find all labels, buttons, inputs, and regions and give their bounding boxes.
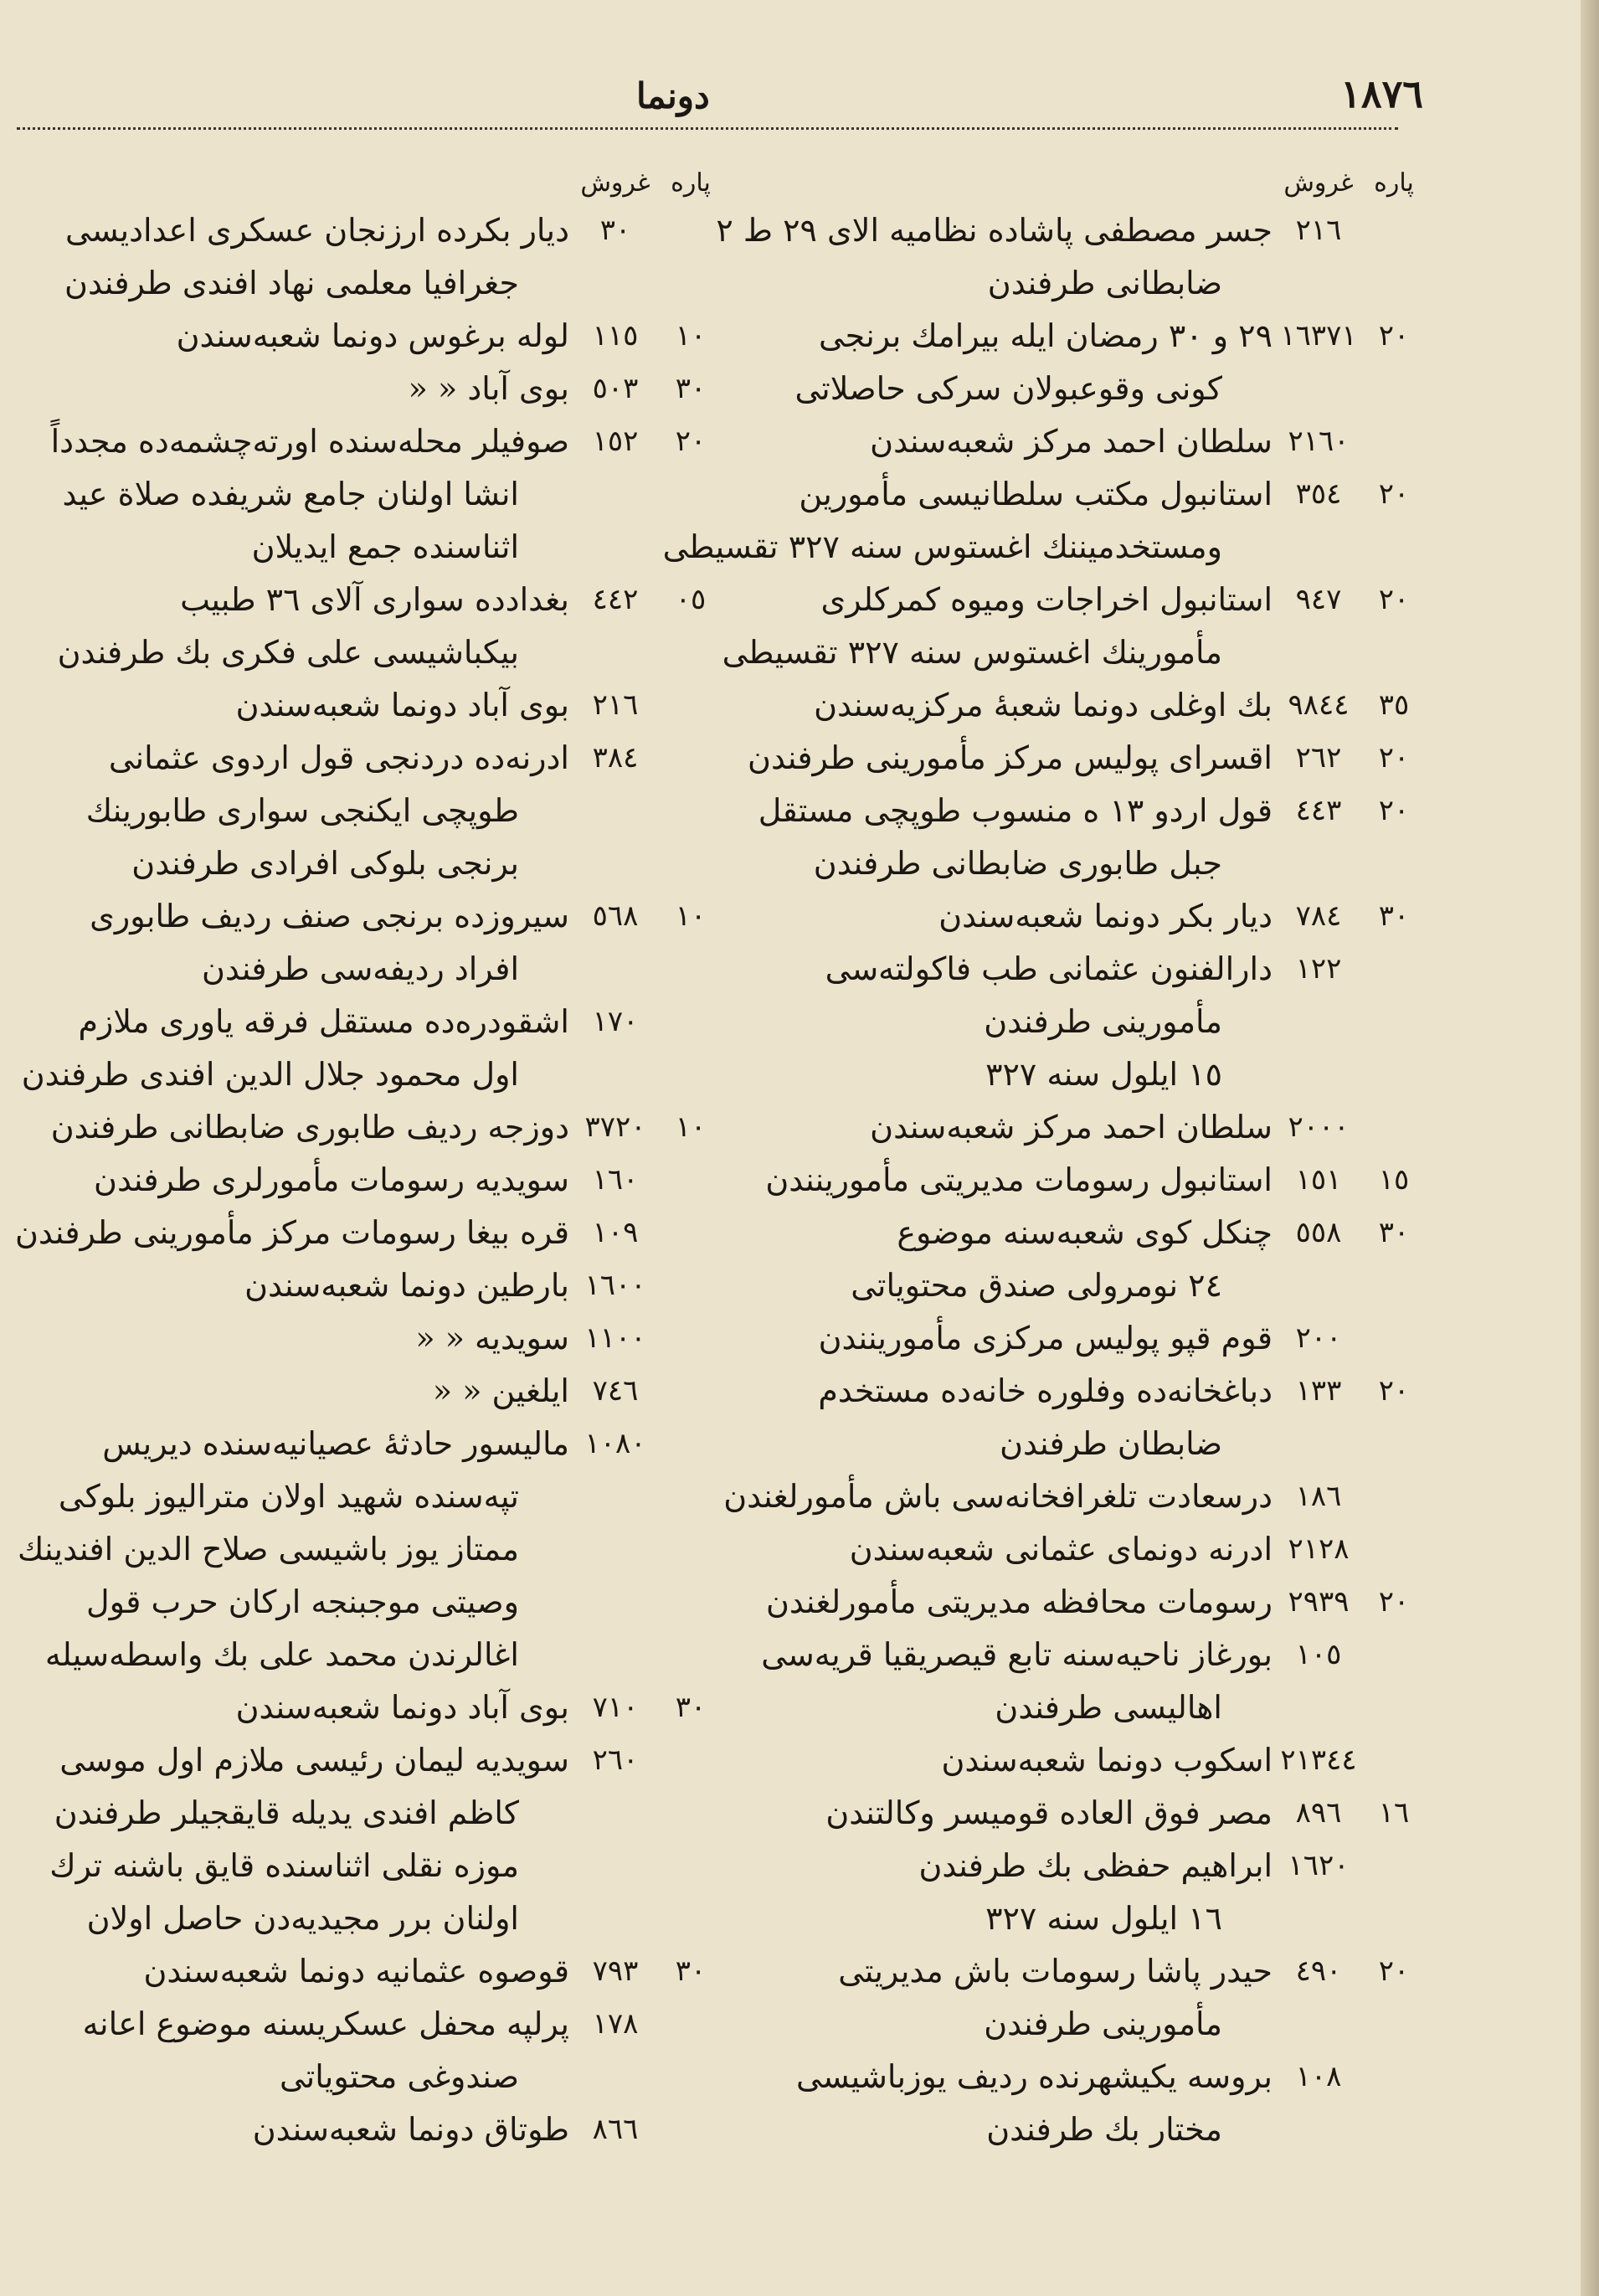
entry-description — [728, 679, 1273, 732]
entry-description — [728, 1576, 1273, 1629]
kurus-amount: ٤٤٣ — [1295, 794, 1342, 827]
kurus-amount: ٢٠٠٠ — [1288, 1110, 1350, 1144]
entry-description — [25, 2103, 569, 2156]
description-line: اسکوب دونما شعبه‌سندن — [941, 1742, 1273, 1779]
para-amount — [661, 1734, 720, 1787]
description-line: اقسرای پولیس مرکز مأمورینی طرفندن — [748, 739, 1273, 776]
para-amount — [661, 1207, 720, 1259]
para-amount — [1365, 2051, 1423, 2103]
entry-description — [25, 679, 569, 732]
description-line: بوی آباد دونما شعبه‌سندن — [235, 687, 569, 723]
ledger-entry — [25, 204, 720, 310]
description-line: کونی وقوعبولان سرکی حاصلاتی — [794, 370, 1222, 407]
kurus-amount: ١٥٢ — [592, 425, 639, 458]
kurus-amount: ٢١٦ — [1295, 214, 1342, 247]
kurus-amount: ١٦٠ — [592, 1163, 639, 1197]
kurus-amount: ١٧٨ — [592, 2007, 639, 2041]
ledger-entry — [25, 574, 720, 679]
entry-description — [25, 310, 569, 363]
ledger-entry — [25, 1734, 720, 1945]
para-amount: ٢٠ — [1378, 741, 1410, 775]
entry-description — [25, 1681, 569, 1734]
description-line: سلطان احمد مرکز شعبه‌سندن — [870, 423, 1273, 460]
entry-description — [25, 415, 569, 574]
para-amount: ١٠ — [675, 899, 707, 933]
ledger-entry — [18, 1418, 720, 1681]
description-line: بورغاز ناحیه‌سنه تابع قیصریقیا قریه‌سی — [761, 1636, 1273, 1673]
kurus-amount: ٢١٣٤٤ — [1280, 1743, 1357, 1777]
ledger-entry — [728, 943, 1423, 1101]
entry-description — [728, 1945, 1273, 2051]
kurus-amount: ٣٥٤ — [1295, 477, 1342, 511]
ledger-entry — [728, 1734, 1423, 1787]
kurus-amount: ٧١٠ — [592, 1691, 639, 1724]
description-line: چنکل کوی شعبه‌سنه موضوع — [897, 1214, 1273, 1251]
entry-description — [728, 890, 1273, 943]
description-line: ادرنه دونمای عثمانی شعبه‌سندن — [849, 1531, 1273, 1568]
description-line: بك اوغلی دونما شعبهٔ مرکزیه‌سندن — [814, 687, 1273, 723]
ledger-entry — [728, 785, 1423, 890]
ledger-entry — [728, 1945, 1423, 2051]
ledger-entry — [728, 890, 1423, 943]
header-divider — [17, 127, 1398, 130]
currency-units-header — [25, 161, 720, 204]
description-line: استانبول رسومات مدیریتی مأمورینندن — [765, 1161, 1273, 1198]
description-line: دباغخانه‌ده وفلوره خانه‌ده مستخدم — [818, 1372, 1273, 1409]
ledger-entry — [728, 1154, 1423, 1207]
kurus-amount: ٥٥٨ — [1295, 1216, 1342, 1249]
para-amount: ٣٠ — [675, 1691, 707, 1724]
ledger-entry — [25, 890, 720, 996]
entry-description — [25, 1945, 569, 1998]
ledger-entry — [728, 1629, 1423, 1734]
ledger-entry — [25, 363, 720, 415]
description-line: اولنان برر مجیدیه‌دن حاصل اولان — [86, 1900, 519, 1937]
para-amount: ٢٠ — [1378, 477, 1410, 511]
ledger-entry — [728, 1787, 1423, 1840]
kurus-amount: ١١٥ — [592, 319, 639, 353]
entry-description — [25, 1365, 569, 1418]
entry-description — [728, 732, 1273, 785]
description-line: برنجی بلوکی افرادی طرفندن — [131, 845, 519, 882]
page-header — [0, 71, 1599, 130]
ledger-entry — [21, 996, 720, 1101]
description-line: ومستخدمیننك اغستوس سنه ٣٢٧ تقسیطی — [662, 528, 1222, 565]
description-line: جغرافیا معلمی نهاد افندی طرفندن — [64, 265, 519, 301]
description-line: ضابطانی طرفندن — [987, 265, 1222, 301]
description-line: ٢٩ و ٣٠ رمضان ایله بیرامك برنجی — [819, 317, 1273, 354]
description-line: قوم قپو پولیس مرکزی مأمورینندن — [818, 1320, 1273, 1356]
para-amount: ٣٠ — [1378, 899, 1410, 933]
para-amount — [1365, 1523, 1423, 1576]
ledger-entry — [728, 310, 1423, 415]
description-line: طوپچی ایکنجی سواری طابورینك — [85, 792, 519, 829]
kurus-amount: ١٦٢٠ — [1288, 1849, 1350, 1882]
para-amount: ١٠ — [675, 1110, 707, 1144]
kurus-amount: ٥٦٨ — [592, 899, 639, 933]
entry-description — [728, 1787, 1273, 1840]
entry-description — [22, 996, 569, 1101]
para-amount: ٢٠ — [1378, 1374, 1410, 1408]
ledger-entry — [728, 1523, 1423, 1576]
description-line: قول اردو ١٣ ه منسوب طوپچی مستقل — [758, 792, 1273, 829]
description-line: مأمورینك اغستوس سنه ٣٢٧ تقسیطی — [722, 634, 1222, 671]
page-number: ١٨٧٦ — [1340, 71, 1423, 116]
para-amount — [1365, 1312, 1423, 1365]
para-amount — [661, 732, 720, 785]
entry-description — [25, 732, 569, 890]
kurus-amount: ١٠٨ — [1295, 2060, 1342, 2093]
entry-description — [728, 1365, 1273, 1470]
entry-description — [728, 310, 1273, 415]
para-amount — [1365, 204, 1423, 257]
para-amount — [661, 1154, 720, 1207]
para-amount: ٢٠ — [1378, 1954, 1410, 1988]
para-unit-label: پاره — [1374, 167, 1414, 198]
ledger-entry — [728, 1101, 1423, 1154]
left-column — [15, 161, 720, 2156]
description-line: قوصوه عثمانیه دونما شعبه‌سندن — [143, 1953, 569, 1990]
kurus-amount: ٢١٢٨ — [1288, 1532, 1350, 1566]
description-line: بروسه یکیشهرنده ردیف یوزباشیسی — [796, 2058, 1273, 2095]
description-line: مأمورینی طرفندن — [984, 2005, 1222, 2042]
ledger-entry — [25, 1681, 720, 1734]
entry-description — [18, 1418, 569, 1681]
description-line: دیار بکر دونما شعبه‌سندن — [938, 898, 1273, 934]
kurus-amount: ٧٩٣ — [592, 1954, 639, 1988]
para-amount: ١٥ — [1378, 1163, 1410, 1197]
para-amount — [661, 679, 720, 732]
description-line: افراد ردیفه‌سی طرفندن — [202, 950, 519, 987]
kurus-amount: ٢١٦ — [592, 688, 639, 722]
kurus-amount: ٩٨٤٤ — [1288, 688, 1350, 722]
ledger-entry — [728, 1840, 1423, 1945]
description-line: سویدیه رسومات مأمورلری طرفندن — [94, 1161, 569, 1198]
para-amount: ٢٠ — [1378, 794, 1410, 827]
para-amount — [661, 1365, 720, 1418]
entry-description — [663, 468, 1273, 574]
para-amount — [1365, 1734, 1423, 1787]
para-amount: ٣٠ — [675, 372, 707, 405]
kurus-amount: ٣٠ — [599, 214, 631, 247]
description-line: اثناسنده جمع ایدیلان — [251, 528, 519, 565]
ledger-entry — [25, 1259, 720, 1312]
kurus-amount: ١٦٠٠ — [584, 1269, 646, 1302]
kurus-amount: ١١٠٠ — [584, 1321, 646, 1355]
entry-description — [25, 1312, 569, 1365]
kurus-amount: ٢٠٠ — [1295, 1321, 1342, 1355]
para-amount — [661, 2103, 720, 2156]
description-line: ادرنه‌ده دردنجی قول اردوی عثمانی — [108, 739, 569, 776]
ledger-entry — [728, 415, 1423, 468]
entry-description — [728, 415, 1273, 468]
para-amount — [661, 1998, 720, 2051]
description-line: بوی آباد دونما شعبه‌سندن — [235, 1689, 569, 1726]
description-line: ضابطان طرفندن — [1000, 1425, 1222, 1462]
kurus-amount: ١٧٠ — [592, 1005, 639, 1038]
ledger-entry — [25, 1998, 720, 2103]
right-column — [662, 161, 1423, 2156]
ledger-entry — [25, 1154, 720, 1207]
entry-description — [25, 1734, 569, 1945]
description-line: لوله برغوس دونما شعبه‌سندن — [176, 317, 569, 354]
kurus-amount: ١٣٣ — [1295, 1374, 1342, 1408]
entry-description — [728, 785, 1273, 890]
ledger-entry — [662, 468, 1423, 574]
kurus-amount: ٣٨٤ — [592, 741, 639, 775]
entry-description — [25, 574, 569, 679]
para-unit-label: پاره — [671, 167, 711, 198]
ledger-entry — [25, 1945, 720, 1998]
description-line: پرلپه محفل عسکریسنه موضوع اعانه — [82, 2005, 569, 2042]
kurus-unit-label: غروش — [1283, 167, 1354, 198]
kurus-amount: ٨٩٦ — [1295, 1796, 1342, 1830]
ledger-entry — [728, 1576, 1423, 1629]
kurus-amount: ٤٩٠ — [1295, 1954, 1342, 1988]
entry-description — [716, 204, 1273, 310]
description-line: سویدیه لیمان رئیسی ملازم اول موسی — [59, 1742, 569, 1779]
description-line: سویدیه « « — [415, 1320, 569, 1356]
ledger-entry — [728, 1312, 1423, 1365]
entry-description — [728, 1629, 1273, 1734]
entry-description — [25, 1259, 569, 1312]
entry-description — [728, 2051, 1273, 2156]
description-line: کاظم افندی یدیله قایقجیلر طرفندن — [54, 1794, 519, 1831]
description-line: بیکباشیسی علی فکری بك طرفندن — [57, 634, 519, 671]
description-line: ابراهیم حفظی بك طرفندن — [918, 1847, 1273, 1884]
kurus-amount: ١٠٨٠ — [584, 1427, 646, 1460]
kurus-amount: ٧٨٤ — [1295, 899, 1342, 933]
description-line: بارطین دونما شعبه‌سندن — [244, 1267, 569, 1304]
entry-description — [25, 1998, 569, 2103]
kurus-amount: ٩٤٧ — [1295, 583, 1342, 616]
entry-description — [728, 1207, 1273, 1312]
kurus-amount: ١٠٩ — [592, 1216, 639, 1249]
para-amount: ٢٠ — [1378, 583, 1410, 616]
para-amount: ٠٥ — [675, 583, 707, 616]
entry-description — [728, 1840, 1273, 1945]
para-amount — [661, 204, 720, 257]
kurus-amount: ٢١٦٠ — [1288, 425, 1350, 458]
entry-description — [25, 890, 569, 996]
entry-description — [728, 1154, 1273, 1207]
description-line: اهالیسی طرفندن — [995, 1689, 1222, 1726]
description-line: درسعادت تلغرافخانه‌سی باش مأمورلغندن — [723, 1478, 1273, 1515]
entry-description — [25, 363, 569, 415]
kurus-amount: ١٦٣٧١ — [1280, 319, 1357, 353]
entry-description — [728, 1312, 1273, 1365]
entry-description — [722, 574, 1273, 679]
para-amount — [1365, 1101, 1423, 1154]
para-amount — [661, 996, 720, 1048]
description-line: تپه‌سنده شهید اولان مترالیوز بلوکی — [58, 1478, 519, 1515]
entry-description — [25, 204, 569, 310]
kurus-amount: ١٥١ — [1295, 1163, 1342, 1197]
description-line: ١٦ ایلول سنه ٣٢٧ — [985, 1900, 1222, 1937]
right-entries — [662, 204, 1423, 2156]
kurus-amount: ٢٩٣٩ — [1288, 1585, 1350, 1619]
description-line: دیار بکرده ارزنجان عسکری اعدادیسی — [64, 212, 569, 249]
ledger-entry — [728, 2051, 1423, 2156]
entry-description — [25, 1154, 569, 1207]
description-line: صوفیلر محله‌سنده اورته‌چشمه‌ده مجدداً — [50, 423, 569, 460]
running-title: دونما — [636, 75, 710, 116]
description-line: حیدر پاشا رسومات باش مدیریتی — [838, 1953, 1273, 1990]
description-line: اغالرندن محمد علی بك واسطه‌سیله — [44, 1636, 519, 1673]
ledger-entry — [25, 1101, 720, 1154]
kurus-amount: ٧٤٦ — [592, 1374, 639, 1408]
description-line: سلطان احمد مرکز شعبه‌سندن — [870, 1109, 1273, 1145]
description-line: انشا اولنان جامع شریفده صلاة عید — [62, 476, 519, 512]
description-line: جسر مصطفی پاشاده نظامیه الای ٢٩ ط ٢ — [716, 212, 1273, 249]
description-line: استانبول مکتب سلطانیسی مأمورین — [799, 476, 1273, 512]
para-amount: ٣٠ — [1378, 1216, 1410, 1249]
description-line: ٢٤ نومرولی صندق محتویاتی — [851, 1267, 1222, 1304]
para-amount: ١٠ — [675, 319, 707, 353]
description-line: سیروزده برنجی صنف ردیف طابوری — [90, 898, 569, 934]
para-amount — [661, 1259, 720, 1312]
description-line: بغدادده سواری آلای ٣٦ طبیب — [180, 581, 569, 618]
para-amount: ١٦ — [1378, 1796, 1410, 1830]
description-line: وصیتی موجبنجه ارکان حرب قول — [86, 1583, 519, 1620]
para-amount — [1365, 415, 1423, 468]
para-amount — [661, 1418, 720, 1470]
entry-description — [25, 1101, 569, 1154]
ledger-entry — [728, 732, 1423, 785]
description-line: مصر فوق العاده قومیسر وکالتندن — [825, 1794, 1273, 1831]
ledger-entry — [728, 1365, 1423, 1470]
ledger-entry — [25, 2103, 720, 2156]
para-amount: ٣٠ — [675, 1954, 707, 1988]
description-line: بوی آباد « « — [408, 370, 569, 407]
ledger-entry — [25, 732, 720, 890]
description-line: ممتاز یوز باشیسی صلاح الدین افندینك — [18, 1531, 519, 1568]
ledger-entry — [716, 204, 1423, 310]
ledger-entry — [723, 1470, 1423, 1523]
description-line: دوزجه ردیف طابوری ضابطانی طرفندن — [50, 1109, 569, 1145]
entry-description — [728, 1734, 1273, 1787]
entry-description — [728, 1101, 1273, 1154]
ledger-entry — [25, 1365, 720, 1418]
kurus-amount: ١٢٢ — [1295, 952, 1342, 986]
para-amount: ٣٥ — [1378, 688, 1410, 722]
ledger-entry — [25, 310, 720, 363]
left-entries — [15, 204, 720, 2156]
description-line: مأمورینی طرفندن — [984, 1003, 1222, 1040]
description-line: استانبول اخراجات ومیوه کمرکلری — [820, 581, 1273, 618]
para-amount — [1365, 1840, 1423, 1892]
para-amount — [1365, 1629, 1423, 1681]
kurus-amount: ١٠٥ — [1295, 1638, 1342, 1671]
description-line: مختار بك طرفندن — [986, 2111, 1222, 2148]
description-line: موزه نقلی اثناسنده قایق باشنه ترك — [49, 1847, 519, 1884]
ledger-entry — [728, 679, 1423, 732]
entry-description — [728, 943, 1273, 1101]
description-line: اول محمود جلال الدین افندی طرفندن — [21, 1056, 519, 1093]
kurus-amount: ٢٦٢ — [1295, 741, 1342, 775]
para-amount: ٢٠ — [1378, 1585, 1410, 1619]
kurus-unit-label: غروش — [580, 167, 650, 198]
kurus-amount: ٢٦٠ — [592, 1743, 639, 1777]
para-amount: ٢٠ — [1378, 319, 1410, 353]
entry-description — [723, 1470, 1273, 1523]
description-line: صندوغی محتویاتی — [279, 2058, 519, 2095]
ledger-entry — [722, 574, 1423, 679]
description-line: ایلغین « « — [432, 1372, 569, 1409]
ledger-entry — [25, 415, 720, 574]
description-line: رسومات محافظه مدیریتی مأمورلغندن — [766, 1583, 1273, 1620]
ledger-entry — [728, 1207, 1423, 1312]
kurus-amount: ٨٦٦ — [592, 2113, 639, 2146]
description-line: ١٥ ایلول سنه ٣٢٧ — [985, 1056, 1222, 1093]
ledger-entry — [15, 1207, 720, 1259]
ledger-entry — [25, 1312, 720, 1365]
entry-description — [15, 1207, 569, 1259]
kurus-amount: ٣٧٢٠ — [584, 1110, 646, 1144]
entry-description — [728, 1523, 1273, 1576]
description-line: مالیسور حادثهٔ عصیانیه‌سنده دیریس — [102, 1425, 569, 1462]
description-line: دارالفنون عثمانی طب فاکولته‌سی — [825, 950, 1273, 987]
ledger-entry — [25, 679, 720, 732]
para-amount — [1365, 1470, 1423, 1523]
description-line: طوتاق دونما شعبه‌سندن — [252, 2111, 569, 2148]
description-line: جبل طابوری ضابطانی طرفندن — [813, 845, 1222, 882]
description-line: اشقودره‌ده مستقل فرقه یاوری ملازم — [78, 1003, 569, 1040]
kurus-amount: ٥٠٣ — [592, 372, 639, 405]
description-line: قره بیغا رسومات مرکز مأمورینی طرفندن — [15, 1214, 569, 1251]
kurus-amount: ٤٤٢ — [592, 583, 639, 616]
para-amount — [1365, 943, 1423, 996]
para-amount: ٢٠ — [675, 425, 707, 458]
kurus-amount: ١٨٦ — [1295, 1480, 1342, 1513]
book-spine-shadow — [1581, 0, 1599, 2296]
currency-units-header — [728, 161, 1423, 204]
para-amount — [661, 1312, 720, 1365]
